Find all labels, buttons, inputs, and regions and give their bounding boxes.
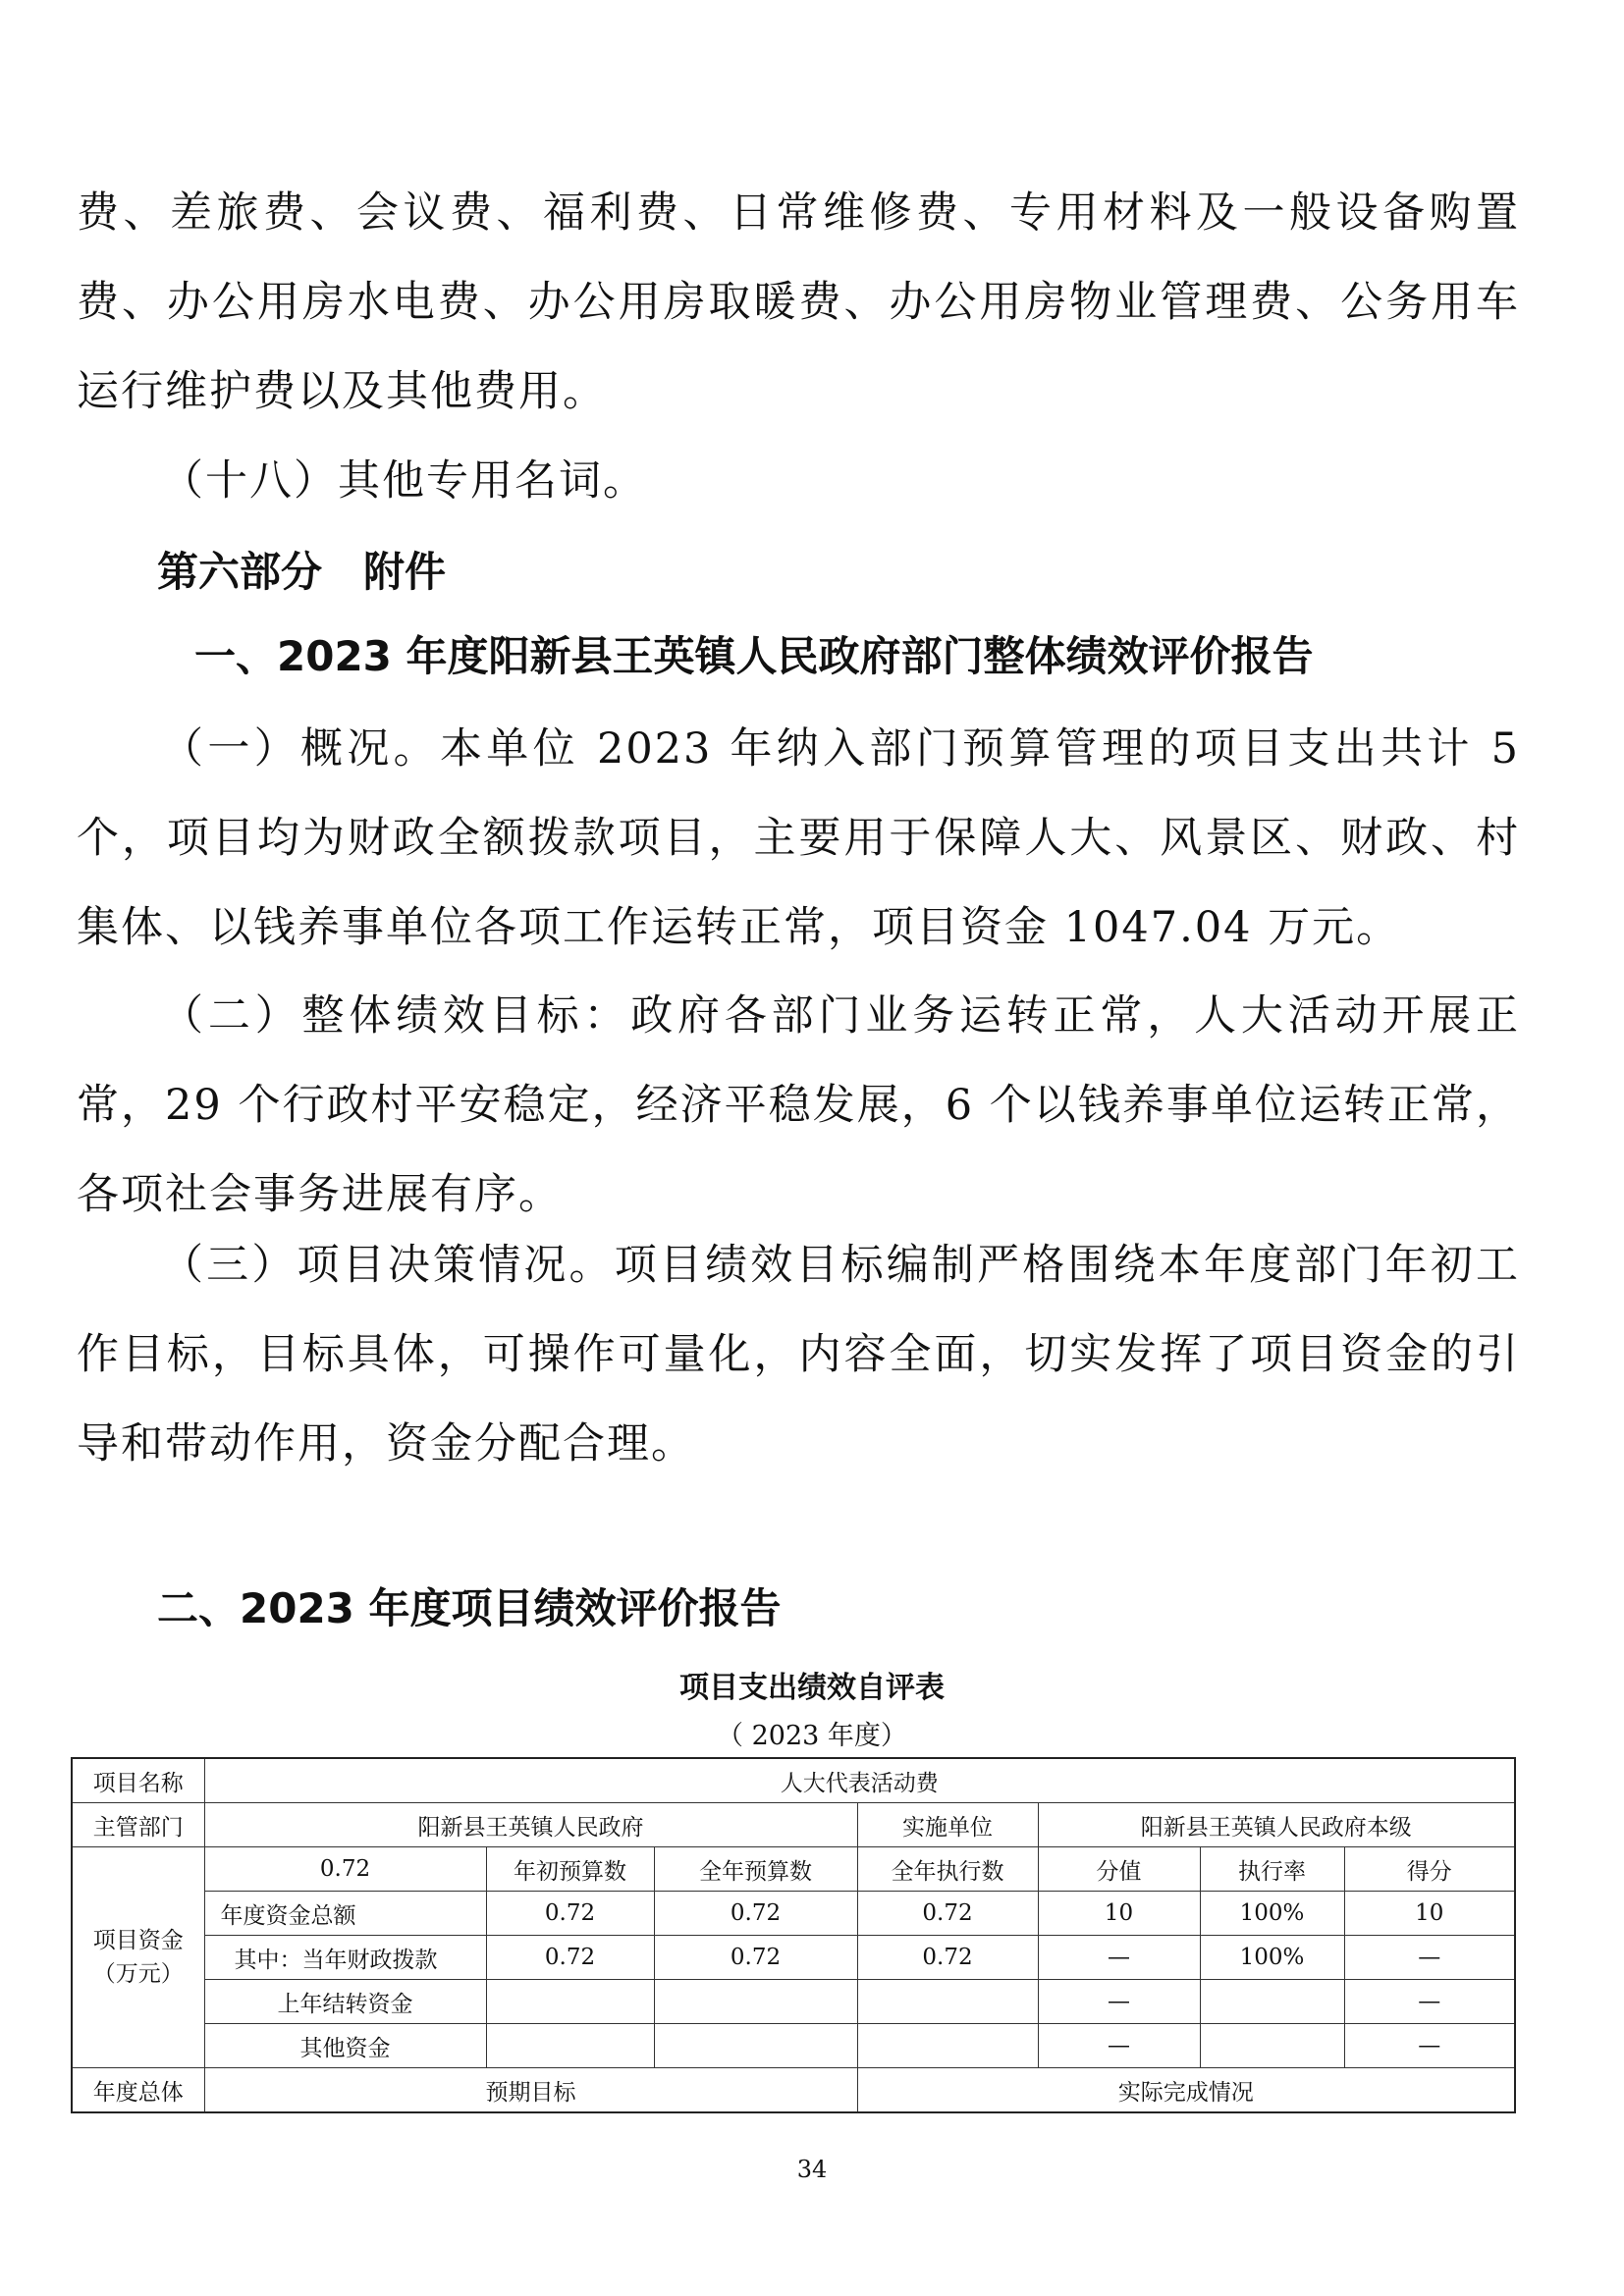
table-row — [72, 2068, 1515, 2113]
table-cell — [486, 1980, 654, 2024]
table-header-cell: 年初预算数 — [486, 1847, 654, 1892]
paragraph-decision: （三）项目决策情况。项目绩效目标编制严格围绕本年度部门年初工作目标，目标具体，可操作可量化，内容全面，切实发挥了项目资金的引导和带动作用，资金分配合理。 — [77, 1241, 1520, 1468]
table-header-cell: 全年预算数 — [654, 1847, 857, 1892]
table-cell: 0.72 — [486, 1936, 654, 1980]
table-row — [72, 1980, 1515, 2024]
table-row — [72, 1758, 1515, 1803]
table-cell: 0.72 — [654, 1892, 857, 1936]
funds-label-line2: （万元） — [92, 1961, 184, 1987]
table-header-cell: 执行率 — [1200, 1847, 1344, 1892]
table-cell — [654, 2024, 857, 2068]
impl-value: 阳新县王英镇人民政府本级 — [1038, 1803, 1515, 1847]
table-subtitle: （ 2023 年度） — [717, 1721, 907, 1751]
table-cell: 上年结转资金 — [204, 1980, 486, 2024]
table-cell: 10 — [1344, 1892, 1515, 1936]
heading-project-evaluation: 二、2023 年度项目绩效评价报告 — [157, 1584, 782, 1632]
table-header-cell: 全年执行数 — [857, 1847, 1038, 1892]
table-cell — [654, 1980, 857, 2024]
table-cell: 10 — [1038, 1892, 1200, 1936]
project-name-label: 项目名称 — [72, 1758, 204, 1803]
dept-label: 主管部门 — [72, 1803, 204, 1847]
funds-label — [72, 1847, 204, 2068]
project-name-value: 人大代表活动费 — [204, 1758, 1515, 1803]
impl-label: 实施单位 — [857, 1803, 1038, 1847]
table-cell: — — [1038, 1980, 1200, 2024]
table-cell: — — [1344, 1936, 1515, 1980]
table-header-cell: 分值 — [1038, 1847, 1200, 1892]
actual-label: 实际完成情况 — [857, 2068, 1515, 2113]
annual-label: 年度总体 — [72, 2068, 204, 2113]
expected-label: 预期目标 — [204, 2068, 857, 2113]
table-title: 项目支出绩效自评表 — [679, 1671, 945, 1705]
table-cell: 0.72 — [486, 1892, 654, 1936]
table-cell: — — [1038, 1936, 1200, 1980]
table-cell: 其中：当年财政拨款 — [204, 1936, 486, 1980]
table-row — [72, 2024, 1515, 2068]
table-header-cell: 0.72 — [204, 1847, 486, 1892]
paragraph-other-terms: （十八）其他专用名词。 — [161, 456, 647, 506]
table-cell — [857, 2024, 1038, 2068]
table-row — [72, 1892, 1515, 1936]
table-row — [72, 1803, 1515, 1847]
table-cell: 100% — [1200, 1892, 1344, 1936]
section-six-heading: 第六部分 附件 — [157, 548, 447, 596]
table-cell — [486, 2024, 654, 2068]
table-cell: 其他资金 — [204, 2024, 486, 2068]
table-cell: 0.72 — [654, 1936, 857, 1980]
table-header-cell: 得分 — [1344, 1847, 1515, 1892]
funds-label-line1: 项目资金 — [92, 1928, 184, 1953]
page-number: 34 — [796, 2156, 828, 2183]
paragraph-expenses: 费、差旅费、会议费、福利费、日常维修费、专用材料及一般设备购置费、办公用房水电费、办公用房取暖费、办公用房物业管理费、公务用车运行维护费以及其他费用。 — [77, 188, 1520, 416]
paragraph-overview: （一）概况。本单位 2023 年纳入部门预算管理的项目支出共计 5 个，项目均为财政全额拨款项目，主要用于保障人大、风景区、财政、村集体、以钱养事单位各项工作运转正常，项目资金 1047.04 万元。 — [77, 724, 1520, 952]
paragraph-overall-goal: （二）整体绩效目标：政府各部门业务运转正常，人大活动开展正常，29 个行政村平安稳定，经济平稳发展，6 个以钱养事单位运转正常，各项社会事务进展有序。 — [77, 991, 1520, 1219]
table-cell: — — [1344, 2024, 1515, 2068]
table-cell — [1200, 2024, 1344, 2068]
heading-dept-evaluation: 一、2023 年度阳新县王英镇人民政府部门整体绩效评价报告 — [194, 632, 1314, 680]
table-cell: 0.72 — [857, 1936, 1038, 1980]
table-cell: — — [1344, 1980, 1515, 2024]
table-cell: 100% — [1200, 1936, 1344, 1980]
dept-value: 阳新县王英镇人民政府 — [204, 1803, 857, 1847]
performance-table — [71, 1757, 1516, 2113]
table-cell: 年度资金总额 — [204, 1892, 486, 1936]
table-row — [72, 1847, 1515, 1892]
table-cell: 0.72 — [857, 1892, 1038, 1936]
table-cell — [857, 1980, 1038, 2024]
table-cell: — — [1038, 2024, 1200, 2068]
table-cell — [1200, 1980, 1344, 2024]
table-row — [72, 1936, 1515, 1980]
